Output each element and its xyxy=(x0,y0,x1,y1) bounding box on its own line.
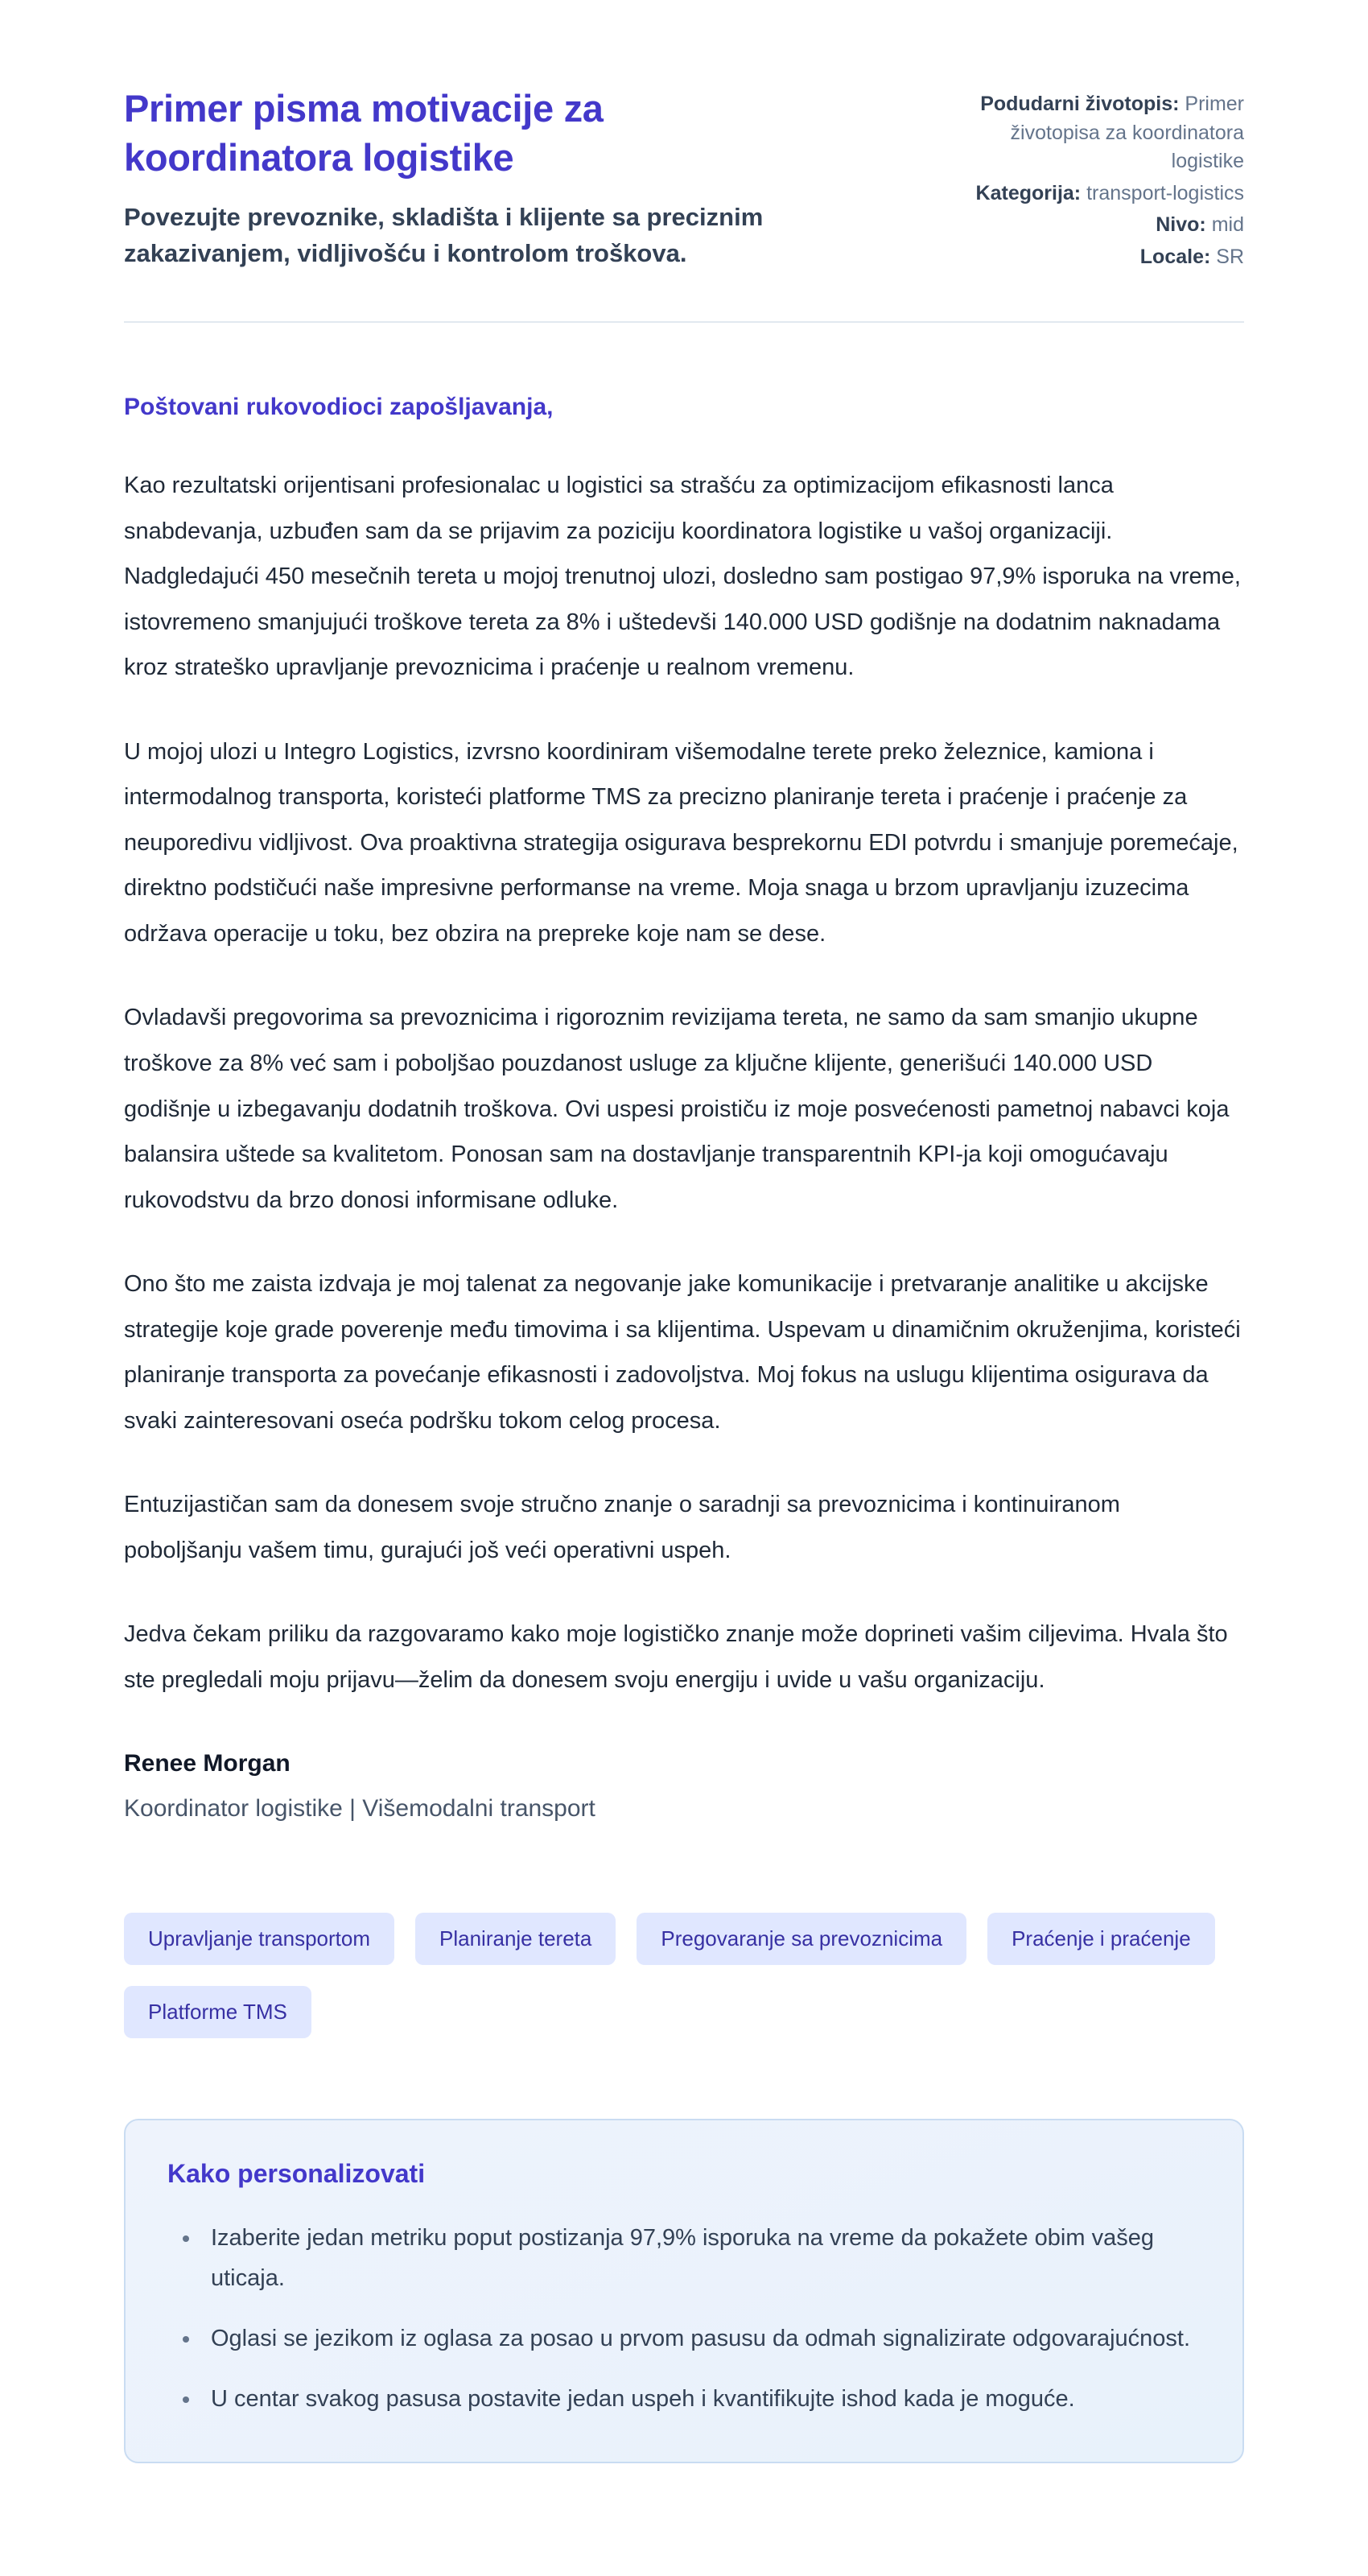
tag-chip: Platforme TMS xyxy=(124,1986,311,2038)
page-subtitle: Povezujte prevoznike, skladišta i klijente sa preciznim zakazivanjem, vidljivošću i kontrolom troškova. xyxy=(124,203,764,268)
page-title: Primer pisma motivacije za koordinatora logistike xyxy=(124,87,604,180)
page-header xyxy=(124,84,1244,275)
letter-paragraph: Ovladavši pregovorima sa prevoznicima i rigoroznim revizijama tereta, ne samo da sam smanjio ukupne troškove za 8% već sam i poboljšao pouzdanost usluge za ključne klijente, generišući 140.000 USD godišnje u izbegavanju dodatnih troškova. Ovi uspesi proističu iz moje posvećenosti pametnoj nabavci koja balansira uštede sa kvalitetom. Ponosan sam na dostavljanje transparentnih KPI-ja koji omogućavaju rukovodstvu da brzo donosi informisane odluke. xyxy=(124,1005,1230,1213)
letter-paragraph: U mojoj ulozi u Integro Logistics, izvrsno koordiniram višemodalne terete preko železnice, kamiona i intermodalnog transporta, koristeći platforme TMS za precizno planiranje tereta i praćenje i praćenje za neuporedivu vidljivost. Ova proaktivna strategija osigurava besprekornu EDI potvrdu i smanjuje poremećaje, direktno podstičući naše impresivne performanse na vreme. Moja snaga u brzom upravljanju izuzecima održava operacije u toku, bez obzira na prepreke koje nam se dese. xyxy=(124,738,1238,947)
letter-paragraph: Jedva čekam priliku da razgovaramo kako moje logističko znanje može doprineti vašim ciljevima. Hvala što ste pregledali moju prijavu—želim da donesem svoju energiju i uvide u vašu organizaciju. xyxy=(124,1621,1228,1694)
meta-row-locale xyxy=(948,243,1244,272)
header-title-block xyxy=(124,84,909,275)
tips-list xyxy=(167,2218,1201,2420)
signature-name: Renee Morgan xyxy=(124,1749,290,1777)
cover-letter-page xyxy=(124,0,1244,2576)
meta-value: mid xyxy=(1211,213,1244,236)
meta-value: SR xyxy=(1216,245,1244,268)
tips-item: • Oglasi se jezikom iz oglasa za posao u prvom pasusu da odmah signalizirate odgovarajućnost. xyxy=(201,2318,1201,2359)
meta-value: transport-logistics xyxy=(1086,181,1244,204)
meta-label: Locale: xyxy=(1139,245,1211,268)
tag-chip: Planiranje tereta xyxy=(415,1913,616,1965)
tag-chip: Pregovaranje sa prevoznicima xyxy=(637,1913,966,1965)
meta-value: Primer životopisa za koordinatora logistike xyxy=(1010,93,1244,172)
letter-paragraph: Entuzijastičan sam da donesem svoje stručno znanje o saradnji sa prevoznicima i kontinuiranom poboljšanju vašem timu, gurajući još veći operativni uspeh. xyxy=(124,1492,1120,1563)
tag-chip: Praćenje i praćenje xyxy=(987,1913,1215,1965)
meta-label: Nivo: xyxy=(1156,213,1206,236)
tag-chip: Upravljanje transportom xyxy=(124,1913,394,1965)
meta-label: Kategorija: xyxy=(975,181,1082,204)
meta-panel xyxy=(948,84,1244,275)
tips-item: • U centar svakog pasusa postavite jedan uspeh i kvantifikujte ishod kada je moguće. xyxy=(201,2379,1201,2420)
tips-title: Kako personalizovati xyxy=(167,2158,426,2188)
meta-row-level xyxy=(948,211,1244,240)
signature-block xyxy=(124,1750,1244,1823)
signature-title: Koordinator logistike | Višemodalni transport xyxy=(124,1794,595,1822)
letter-paragraph: Kao rezultatski orijentisani profesionalac u logistici sa strašću za optimizacijom efikasnosti lanca snabdevanja, uzbuđen sam da se prijavim za poziciju koordinatora logistike u vašoj organizaciji. Nadgledajući 450 mesečnih tereta u mojoj trenutnoj ulozi, dosledno sam postigao 97,9% isporuka na vreme, istovremeno smanjujući troškove tereta za 8% i uštedevši 140.000 USD godišnje na dodatnim naknadama kroz strateško upravljanje prevoznicima i praćenje u realnom vremenu. xyxy=(124,473,1241,681)
tag-list xyxy=(124,1913,1244,2038)
letter-body xyxy=(124,463,1244,1703)
letter-paragraph: Ono što me zaista izdvaja je moj talenat za negovanje jake komunikacije i pretvaranje analitike u akcijske strategije koje grade poverenje među timovima i sa klijentima. Uspevam u dinamičnim okruženjima, koristeći planiranje transporta za povećanje efikasnosti i zadovoljstva. Moj fokus na uslugu klijentima osigurava da svaki zainteresovani oseća podršku tokom celog procesa. xyxy=(124,1271,1241,1434)
meta-label: Podudarni životopis: xyxy=(980,93,1180,115)
meta-row-matching-resume xyxy=(948,90,1244,176)
tips-card xyxy=(124,2119,1244,2463)
meta-row-category xyxy=(948,180,1244,208)
salutation: Poštovani rukovodioci zapošljavanja, xyxy=(124,394,554,420)
header-divider xyxy=(124,321,1244,323)
tips-item: • Izaberite jedan metriku poput postizanja 97,9% isporuka na vreme da pokažete obim vašeg uticaja. xyxy=(201,2218,1201,2300)
